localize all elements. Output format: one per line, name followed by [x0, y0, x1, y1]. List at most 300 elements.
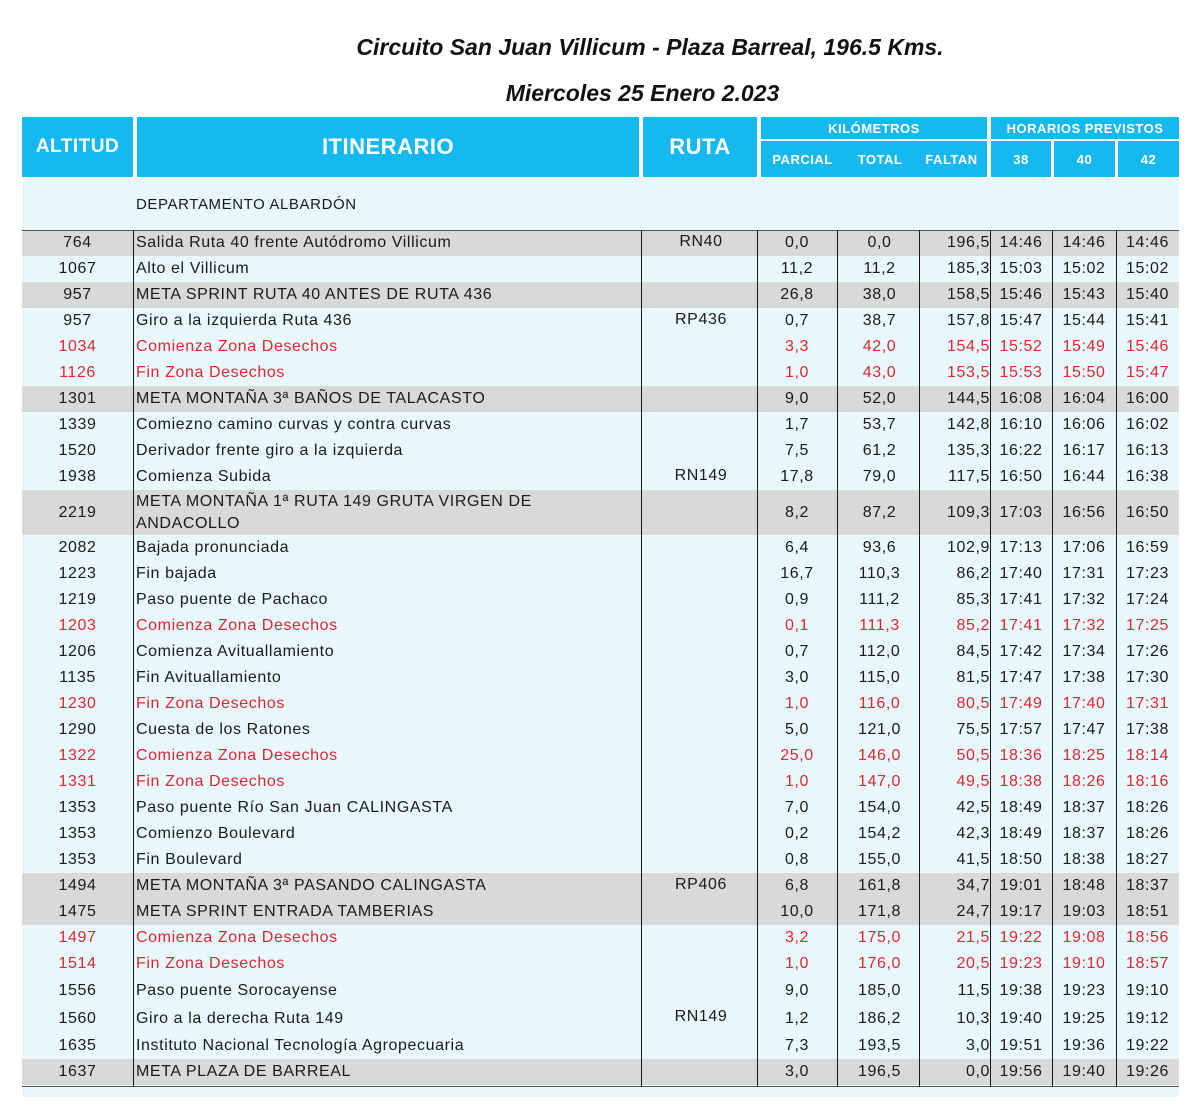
itinerary-cell: META MONTAÑA 3ª BAÑOS DE TALACASTO	[136, 390, 486, 407]
altitude-cell: 1339	[58, 416, 97, 433]
time-42-cell: 17:23	[1125, 565, 1170, 582]
itinerary-cell: Comienza Zona Desechos	[136, 747, 338, 764]
km-faltan-cell: 11,5	[957, 982, 990, 999]
table-row	[22, 587, 1179, 613]
route-cell	[644, 334, 758, 360]
page-subtitle: Miercoles 25 Enero 2.023	[505, 80, 780, 106]
time-38-cell: 16:22	[999, 442, 1043, 459]
time-38-cell: 18:49	[999, 825, 1043, 842]
time-42-cell: 19:10	[1125, 982, 1170, 999]
itinerary-cell: META MONTAÑA 3ª PASANDO CALINGASTA	[136, 877, 487, 894]
altitude-cell: 1637	[58, 1063, 97, 1080]
km-total-cell: 175,0	[857, 929, 902, 946]
time-42-cell: 18:37	[1125, 877, 1170, 894]
time-38-cell: 17:57	[999, 721, 1043, 738]
time-38-cell: 16:10	[999, 416, 1043, 433]
header-faltan: FALTAN	[916, 141, 987, 177]
km-total-cell: 79,0	[862, 468, 897, 485]
table-top-border	[22, 230, 1179, 231]
km-faltan-cell: 153,5	[946, 364, 990, 381]
km-total-cell: 38,7	[862, 312, 897, 329]
time-38-cell: 17:40	[999, 565, 1043, 582]
km-parcial-cell: 1,0	[784, 695, 810, 712]
itinerary-cell: Paso puente Sorocayense	[136, 982, 338, 999]
km-faltan-cell: 117,5	[948, 468, 990, 485]
km-total-cell: 93,6	[862, 539, 897, 556]
itinerary-cell: Fin Zona Desechos	[136, 955, 285, 972]
km-faltan-cell: 85,2	[956, 617, 990, 634]
route-cell: RP406	[675, 876, 727, 893]
time-42-cell: 18:27	[1125, 851, 1170, 868]
altitude-cell: 1034	[58, 338, 97, 355]
itinerary-cell: Comienza Subida	[136, 468, 272, 485]
header-kilometros: KILÓMETROS	[761, 117, 987, 139]
time-38-cell: 14:46	[999, 234, 1043, 251]
table-row	[22, 769, 1179, 795]
header-h38: 38	[991, 141, 1051, 177]
altitude-cell: 1494	[58, 877, 97, 894]
time-42-cell: 19:12	[1125, 1009, 1170, 1027]
time-38-cell: 19:38	[999, 982, 1043, 999]
page-title: Circuito San Juan Villicum - Plaza Barreal, 196.5 Kms.	[356, 34, 944, 60]
km-total-cell: 111,3	[859, 617, 900, 634]
km-faltan-cell: 24,7	[956, 903, 990, 920]
table-row	[22, 925, 1179, 951]
time-40-cell: 16:06	[1062, 416, 1106, 433]
table-row	[22, 256, 1179, 282]
altitude-cell: 1497	[58, 929, 97, 946]
time-38-cell: 17:49	[999, 695, 1043, 712]
column-divider	[757, 230, 758, 1087]
route-cell	[644, 1059, 758, 1085]
time-38-cell: 17:47	[999, 669, 1043, 686]
time-38-cell: 15:53	[999, 364, 1043, 381]
km-parcial-cell: 0,9	[784, 591, 810, 608]
km-total-cell: 110,3	[858, 565, 901, 582]
time-38-cell: 19:56	[999, 1063, 1043, 1080]
time-40-cell: 19:03	[1062, 903, 1106, 920]
itinerary-cell: Comienzo Boulevard	[136, 825, 296, 842]
km-faltan-cell: 84,5	[956, 643, 990, 660]
km-parcial-cell: 0,8	[784, 851, 810, 868]
time-40-cell: 15:49	[1062, 338, 1106, 355]
time-42-cell: 18:57	[1125, 955, 1170, 972]
time-38-cell: 15:47	[999, 312, 1043, 329]
time-40-cell: 16:17	[1062, 442, 1106, 459]
route-cell	[644, 613, 758, 639]
km-total-cell: 53,7	[862, 416, 897, 433]
time-40-cell: 18:37	[1062, 799, 1106, 816]
time-40-cell: 18:26	[1062, 773, 1106, 790]
table-row	[22, 334, 1179, 360]
time-38-cell: 19:40	[999, 1009, 1043, 1027]
time-40-cell: 18:38	[1062, 851, 1106, 868]
table-row	[22, 613, 1179, 639]
header-itinerario: ITINERARIO	[137, 117, 639, 177]
km-faltan-cell: 154,5	[946, 338, 990, 355]
km-total-cell: 185,0	[857, 982, 902, 999]
km-parcial-cell: 0,1	[784, 617, 810, 634]
route-cell	[644, 847, 758, 873]
route-cell	[644, 925, 758, 951]
itinerary-cell: Paso puente de Pachaco	[136, 591, 329, 608]
itinerary-cell: Comienza Avituallamiento	[136, 643, 335, 660]
km-faltan-cell: 86,2	[956, 565, 990, 582]
route-cell: RN149	[674, 467, 728, 484]
table-row	[22, 360, 1179, 386]
itinerary-cell: Giro a la izquierda Ruta 436	[136, 312, 353, 329]
header-parcial: PARCIAL	[761, 141, 844, 177]
itinerary-cell: Giro a la derecha Ruta 149	[136, 1009, 344, 1027]
column-divider	[990, 230, 991, 1087]
km-total-cell: 193,5	[857, 1036, 902, 1054]
itinerary-cell: Derivador frente giro a la izquierda	[136, 442, 404, 459]
time-42-cell: 19:22	[1125, 1036, 1170, 1054]
itinerary-cell: Fin Zona Desechos	[136, 695, 285, 712]
itinerary-cell: Instituto Nacional Tecnología Agropecuaria	[136, 1036, 465, 1054]
time-40-cell: 19:08	[1062, 929, 1106, 946]
time-38-cell: 18:38	[999, 773, 1043, 790]
time-42-cell: 15:47	[1125, 364, 1170, 381]
km-parcial-cell: 0,7	[784, 643, 810, 660]
route-cell	[644, 1032, 758, 1059]
altitude-cell: 2082	[58, 539, 97, 556]
time-38-cell: 16:50	[999, 468, 1043, 485]
time-42-cell: 17:24	[1125, 591, 1170, 608]
time-40-cell: 17:32	[1062, 591, 1106, 608]
table-row	[22, 821, 1179, 847]
time-38-cell: 17:41	[999, 617, 1043, 634]
time-42-cell: 16:13	[1125, 442, 1170, 459]
time-42-cell: 15:02	[1125, 260, 1170, 277]
altitude-cell: 1353	[58, 825, 97, 842]
table-row	[22, 464, 1179, 490]
altitude-cell: 764	[63, 234, 92, 251]
table-row	[22, 1059, 1179, 1085]
altitude-cell: 1331	[58, 773, 97, 790]
time-40-cell: 17:31	[1062, 565, 1106, 582]
km-faltan-cell: 21,5	[956, 929, 990, 946]
time-38-cell: 19:22	[999, 929, 1043, 946]
altitude-cell: 1514	[58, 955, 97, 972]
column-divider	[133, 230, 134, 1087]
route-cell	[644, 412, 758, 438]
time-42-cell: 17:30	[1125, 669, 1170, 686]
time-40-cell: 17:06	[1062, 539, 1106, 556]
time-40-cell: 15:02	[1062, 260, 1106, 277]
km-total-cell: 11,2	[863, 260, 896, 277]
header-altitud: ALTITUD	[22, 117, 133, 177]
route-cell	[644, 360, 758, 386]
time-42-cell: 17:25	[1125, 617, 1170, 634]
km-total-cell: 52,0	[862, 390, 897, 407]
itinerary-cell: Comienza Zona Desechos	[136, 617, 338, 634]
time-40-cell: 17:34	[1062, 643, 1106, 660]
header-h42: 42	[1118, 141, 1179, 177]
column-divider	[1052, 230, 1053, 1087]
time-42-cell: 15:46	[1125, 338, 1170, 355]
table-row	[22, 490, 1179, 535]
table-row	[22, 691, 1179, 717]
itinerary-cell: Cuesta de los Ratones	[136, 721, 311, 738]
km-total-cell: 43,0	[862, 364, 897, 381]
table-row	[22, 665, 1179, 691]
itinerary-cell: Fin Zona Desechos	[136, 364, 285, 381]
itinerary-cell: Alto el Villicum	[136, 260, 250, 277]
time-38-cell: 19:23	[999, 955, 1043, 972]
route-cell	[644, 438, 758, 464]
km-parcial-cell: 0,0	[784, 234, 810, 251]
km-parcial-cell: 25,0	[780, 747, 814, 764]
km-parcial-cell: 0,7	[784, 312, 810, 329]
km-parcial-cell: 1,2	[784, 1009, 810, 1027]
itinerary-cell: META SPRINT ENTRADA TAMBERIAS	[136, 903, 435, 920]
altitude-cell: 1223	[58, 565, 97, 582]
table-row	[22, 561, 1179, 587]
route-cell	[644, 386, 758, 412]
km-parcial-cell: 0,2	[784, 825, 810, 842]
altitude-cell: 1560	[58, 1009, 97, 1027]
km-total-cell: 154,2	[857, 825, 902, 842]
km-total-cell: 171,8	[857, 903, 902, 920]
altitude-cell: 1520	[58, 442, 97, 459]
itinerary-cell: Fin Avituallamiento	[136, 669, 282, 686]
time-42-cell: 18:26	[1125, 825, 1170, 842]
km-faltan-cell: 135,3	[946, 442, 990, 459]
km-faltan-cell: 158,5	[946, 286, 990, 303]
altitude-cell: 1219	[58, 591, 97, 608]
km-faltan-cell: 42,5	[956, 799, 990, 816]
km-faltan-cell: 42,3	[956, 825, 990, 842]
route-cell	[644, 899, 758, 925]
time-38-cell: 19:17	[999, 903, 1043, 920]
time-40-cell: 18:25	[1062, 747, 1106, 764]
itinerary-cell: Fin Zona Desechos	[136, 773, 285, 790]
itinerary-cell: META SPRINT RUTA 40 ANTES DE RUTA 436	[136, 286, 493, 303]
time-42-cell: 18:51	[1125, 903, 1170, 920]
time-40-cell: 18:48	[1062, 877, 1106, 894]
column-divider	[919, 230, 920, 1087]
altitude-cell: 1126	[59, 364, 96, 381]
km-parcial-cell: 7,5	[784, 442, 810, 459]
km-parcial-cell: 3,0	[784, 669, 810, 686]
time-40-cell: 16:04	[1062, 390, 1106, 407]
table-row	[22, 873, 1179, 899]
altitude-cell: 1475	[58, 903, 97, 920]
km-faltan-cell: 81,5	[956, 669, 990, 686]
time-42-cell: 16:00	[1125, 390, 1170, 407]
table-row	[22, 977, 1179, 1005]
altitude-cell: 1135	[59, 669, 96, 686]
km-parcial-cell: 3,2	[784, 929, 810, 946]
km-faltan-cell: 157,8	[946, 312, 990, 329]
time-38-cell: 18:50	[999, 851, 1043, 868]
time-38-cell: 19:51	[999, 1036, 1043, 1054]
time-38-cell: 17:42	[999, 643, 1043, 660]
altitude-cell: 1206	[58, 643, 97, 660]
time-38-cell: 18:49	[999, 799, 1043, 816]
km-total-cell: 61,2	[862, 442, 897, 459]
time-40-cell: 17:32	[1062, 617, 1106, 634]
time-40-cell: 18:37	[1062, 825, 1106, 842]
itinerary-cell: Fin Boulevard	[136, 851, 243, 868]
time-40-cell: 15:44	[1062, 312, 1106, 329]
km-faltan-cell: 196,5	[946, 234, 990, 251]
time-42-cell: 18:14	[1125, 747, 1170, 764]
km-faltan-cell: 3,0	[965, 1036, 990, 1054]
time-42-cell: 16:38	[1125, 468, 1170, 485]
km-parcial-cell: 7,3	[784, 1036, 810, 1054]
km-total-cell: 112,0	[858, 643, 901, 660]
time-42-cell: 16:02	[1125, 416, 1170, 433]
route-cell	[644, 665, 758, 691]
altitude-cell: 2219	[58, 503, 97, 521]
table-row	[22, 230, 1179, 256]
header-horarios: HORARIOS PREVISTOS	[991, 117, 1179, 139]
km-parcial-cell: 11,2	[780, 260, 814, 277]
altitude-cell: 1635	[58, 1036, 97, 1054]
time-42-cell: 16:59	[1125, 539, 1170, 556]
table-row	[22, 438, 1179, 464]
time-38-cell: 15:46	[999, 286, 1043, 303]
altitude-cell: 1938	[58, 468, 97, 485]
header-h40: 40	[1054, 141, 1115, 177]
altitude-cell: 1290	[58, 721, 97, 738]
route-cell: RN149	[674, 1008, 728, 1025]
altitude-cell: 957	[63, 286, 92, 303]
table-row	[22, 1032, 1179, 1059]
time-42-cell: 18:26	[1125, 799, 1170, 816]
route-cell	[644, 743, 758, 769]
route-cell	[644, 256, 758, 282]
itinerary-cell: META MONTAÑA 1ª RUTA 149 GRUTA VIRGEN DE ANDACOLLO	[136, 492, 532, 532]
column-divider	[641, 230, 642, 1087]
route-cell: RN40	[679, 233, 723, 250]
table-row	[22, 282, 1179, 308]
km-parcial-cell: 3,3	[784, 338, 810, 355]
km-total-cell: 0,0	[867, 234, 892, 251]
km-parcial-cell: 8,2	[784, 503, 810, 521]
altitude-cell: 1067	[58, 260, 97, 277]
km-total-cell: 196,5	[857, 1063, 902, 1080]
itinerary-table	[22, 230, 1179, 1085]
time-40-cell: 19:10	[1062, 955, 1106, 972]
time-42-cell: 18:16	[1125, 773, 1170, 790]
table-row	[22, 743, 1179, 769]
km-parcial-cell: 1,0	[784, 364, 810, 381]
department-label: DEPARTAMENTO ALBARDÓN	[136, 196, 357, 213]
table-bottom-border	[22, 1086, 1179, 1087]
altitude-cell: 1353	[58, 851, 97, 868]
altitude-cell: 1353	[58, 799, 97, 816]
km-faltan-cell: 85,3	[956, 591, 990, 608]
time-40-cell: 15:43	[1062, 286, 1106, 303]
km-total-cell: 116,0	[858, 695, 901, 712]
km-parcial-cell: 9,0	[784, 982, 810, 999]
km-faltan-cell: 0,0	[965, 1063, 990, 1080]
km-total-cell: 146,0	[857, 747, 902, 764]
time-42-cell: 19:26	[1125, 1063, 1170, 1080]
route-cell	[644, 535, 758, 561]
header-total: TOTAL	[844, 141, 916, 177]
km-parcial-cell: 1,7	[784, 416, 810, 433]
table-row	[22, 1005, 1179, 1032]
itinerary-cell: Comiezno camino curvas y contra curvas	[136, 416, 452, 433]
itinerary-cell: Fin bajada	[136, 565, 217, 582]
time-40-cell: 15:50	[1062, 364, 1106, 381]
time-38-cell: 16:08	[999, 390, 1043, 407]
table-row	[22, 639, 1179, 665]
route-cell	[644, 795, 758, 821]
route-cell	[644, 821, 758, 847]
time-42-cell: 17:26	[1125, 643, 1170, 660]
time-42-cell: 15:41	[1125, 312, 1170, 329]
time-40-cell: 14:46	[1062, 234, 1106, 251]
km-total-cell: 42,0	[862, 338, 897, 355]
time-42-cell: 16:50	[1125, 503, 1170, 521]
route-cell	[644, 490, 758, 535]
route-cell	[644, 587, 758, 613]
column-divider	[837, 230, 838, 1087]
altitude-cell: 1203	[58, 617, 97, 634]
table-row	[22, 951, 1179, 977]
km-faltan-cell: 41,5	[956, 851, 990, 868]
km-faltan-cell: 49,5	[956, 773, 990, 790]
km-parcial-cell: 10,0	[780, 903, 814, 920]
route-cell	[644, 717, 758, 743]
header-ruta: RUTA	[643, 117, 757, 177]
km-total-cell: 186,2	[857, 1009, 902, 1027]
itinerary-cell: Bajada pronunciada	[136, 539, 290, 556]
km-faltan-cell: 75,5	[956, 721, 990, 738]
time-40-cell: 19:40	[1062, 1063, 1106, 1080]
time-42-cell: 14:46	[1125, 234, 1170, 251]
altitude-cell: 1556	[58, 982, 97, 999]
altitude-cell: 957	[63, 312, 92, 329]
itinerary-cell: Comienza Zona Desechos	[136, 929, 338, 946]
km-faltan-cell: 50,5	[956, 747, 990, 764]
km-total-cell: 111,2	[859, 591, 900, 608]
km-parcial-cell: 16,7	[780, 565, 814, 582]
time-38-cell: 17:13	[999, 539, 1043, 556]
km-total-cell: 38,0	[862, 286, 897, 303]
km-parcial-cell: 26,8	[780, 286, 814, 303]
km-total-cell: 176,0	[857, 955, 902, 972]
km-parcial-cell: 17,8	[780, 468, 814, 485]
km-parcial-cell: 1,0	[784, 773, 810, 790]
itinerary-cell: META PLAZA DE BARREAL	[136, 1063, 352, 1080]
km-parcial-cell: 1,0	[784, 955, 810, 972]
km-total-cell: 155,0	[857, 851, 902, 868]
altitude-cell: 1322	[58, 747, 97, 764]
time-40-cell: 17:40	[1062, 695, 1106, 712]
table-row	[22, 847, 1179, 873]
km-faltan-cell: 102,9	[946, 539, 990, 556]
table-row	[22, 386, 1179, 412]
table-row	[22, 899, 1179, 925]
route-cell	[644, 639, 758, 665]
km-parcial-cell: 7,0	[784, 799, 810, 816]
route-cell	[644, 691, 758, 717]
time-38-cell: 15:52	[999, 338, 1043, 355]
time-40-cell: 16:44	[1062, 468, 1106, 485]
km-total-cell: 161,8	[857, 877, 902, 894]
time-42-cell: 17:31	[1125, 695, 1170, 712]
table-row	[22, 795, 1179, 821]
km-faltan-cell: 20,5	[956, 955, 990, 972]
table-row	[22, 412, 1179, 438]
time-40-cell: 16:56	[1062, 503, 1106, 521]
